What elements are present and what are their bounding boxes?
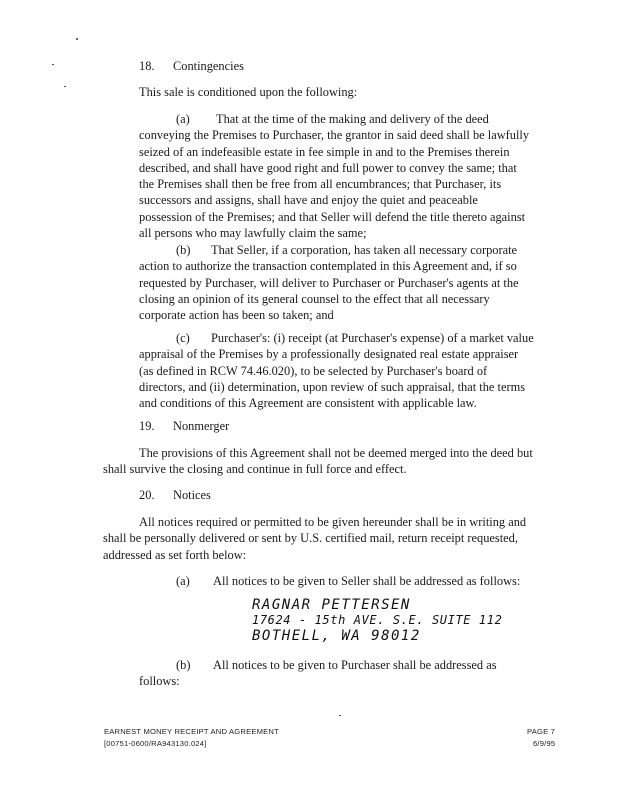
- item-20a-text: All notices to be given to Seller shall be addressed as follows:: [213, 574, 521, 588]
- item-18b-line: That Seller, if a corporation, has taken all necessary corporate: [211, 243, 518, 257]
- item-18a-line: conveying the Premises to Purchaser, the grantor in said deed shall be lawfully: [139, 128, 530, 143]
- item-20b-line: All notices to be given to Purchaser shall be addressed as: [213, 658, 497, 672]
- item-18c-line: Purchaser's: (i) receipt (at Purchaser's expense) of a market value: [211, 331, 534, 345]
- handwritten-seller-address-line: BOTHELL, WA 98012: [252, 628, 421, 644]
- section-20-line: shall be personally delivered or sent by U.S. certified mail, return receipt requested,: [103, 531, 518, 546]
- scan-speck: [64, 86, 66, 87]
- section-18-intro: This sale is conditioned upon the following:: [139, 85, 358, 99]
- section-19-line: shall survive the closing and continue in full force and effect.: [103, 462, 407, 477]
- item-18c-line: (as defined in RCW 74.46.020), to be selected by Purchaser's board of: [139, 363, 488, 378]
- section-19-title: Nonmerger: [173, 419, 230, 433]
- item-18c-line: directors, and (ii) determination, upon review of such appraisal, that the terms: [139, 379, 526, 394]
- item-18b-line: action to authorize the transaction contemplated in this Agreement and, if so: [139, 259, 517, 274]
- item-18a-line: possession of the Premises; and that Seller will defend the title thereto against: [139, 209, 526, 224]
- item-18a-line: the Premises shall then be free from all encumbrances; that Purchaser, its: [139, 177, 502, 192]
- footer-date: 6/9/95: [533, 739, 556, 748]
- section-20-title: Notices: [173, 488, 211, 502]
- handwritten-seller-address-line: RAGNAR PETTERSEN: [252, 597, 411, 613]
- item-18c-label: (c): [176, 331, 190, 345]
- item-18c-line: and conditions of this Agreement are consistent with applicable law.: [139, 396, 477, 411]
- scan-speck: [339, 715, 341, 716]
- item-18a-line: described, and shall have good right and full power to convey the same; that: [139, 160, 517, 175]
- item-18c-text: [139, 330, 551, 411]
- item-18b-line: closing an opinion of its general counsel to the effect that all necessary: [139, 291, 490, 306]
- item-18a-line: all persons who may lawfully claim the same;: [139, 226, 367, 241]
- item-18a-line: seized of an indefeasible estate in fee simple in and to the Premises therein: [139, 144, 510, 159]
- section-19-heading: [139, 418, 229, 434]
- section-20-line: All notices required or permitted to be given hereunder shall be in writing and: [139, 515, 527, 529]
- section-18-title: Contingencies: [173, 59, 244, 73]
- item-18b-line: requested by Purchaser, will deliver to Purchaser or Purchaser's agents at the: [139, 275, 519, 290]
- section-19-text: [103, 445, 551, 478]
- item-20b-label: (b): [176, 658, 191, 672]
- handwritten-seller-address-line: 17624 - 15th AVE. S.E. SUITE 112: [252, 613, 503, 627]
- item-18a-line: That at the time of the making and delivery of the deed: [216, 112, 489, 126]
- section-18-number: 18.: [139, 59, 155, 73]
- section-19-number: 19.: [139, 419, 155, 433]
- scan-speck: [52, 64, 54, 65]
- footer-page-number: PAGE 7: [527, 727, 556, 736]
- section-20-heading: [139, 487, 211, 503]
- item-18a-label: (a): [176, 112, 190, 126]
- item-18a-line: successors and assigns, shall have and enjoy the quiet and peaceable: [139, 193, 478, 208]
- item-18b-text: [139, 242, 551, 323]
- item-20a-label: (a): [176, 574, 190, 588]
- section-18-heading: [139, 58, 244, 74]
- scan-speck: [76, 38, 78, 40]
- section-19-line: The provisions of this Agreement shall not be deemed merged into the deed but: [139, 446, 533, 460]
- item-18b-line: corporate action has been so taken; and: [139, 308, 334, 323]
- footer-document-title: EARNEST MONEY RECEIPT AND AGREEMENT: [104, 727, 279, 736]
- section-20-text: [103, 514, 551, 563]
- item-18c-line: appraisal of the Premises by a professionally designated real estate appraiser: [139, 347, 519, 362]
- item-18a-text: [139, 111, 551, 241]
- item-20b-line: follows:: [139, 674, 180, 688]
- footer-document-id: [00751-0600/RA943130.024]: [104, 739, 207, 748]
- section-20-line: addressed as set forth below:: [103, 547, 247, 562]
- item-18b-label: (b): [176, 243, 191, 257]
- section-20-number: 20.: [139, 488, 155, 502]
